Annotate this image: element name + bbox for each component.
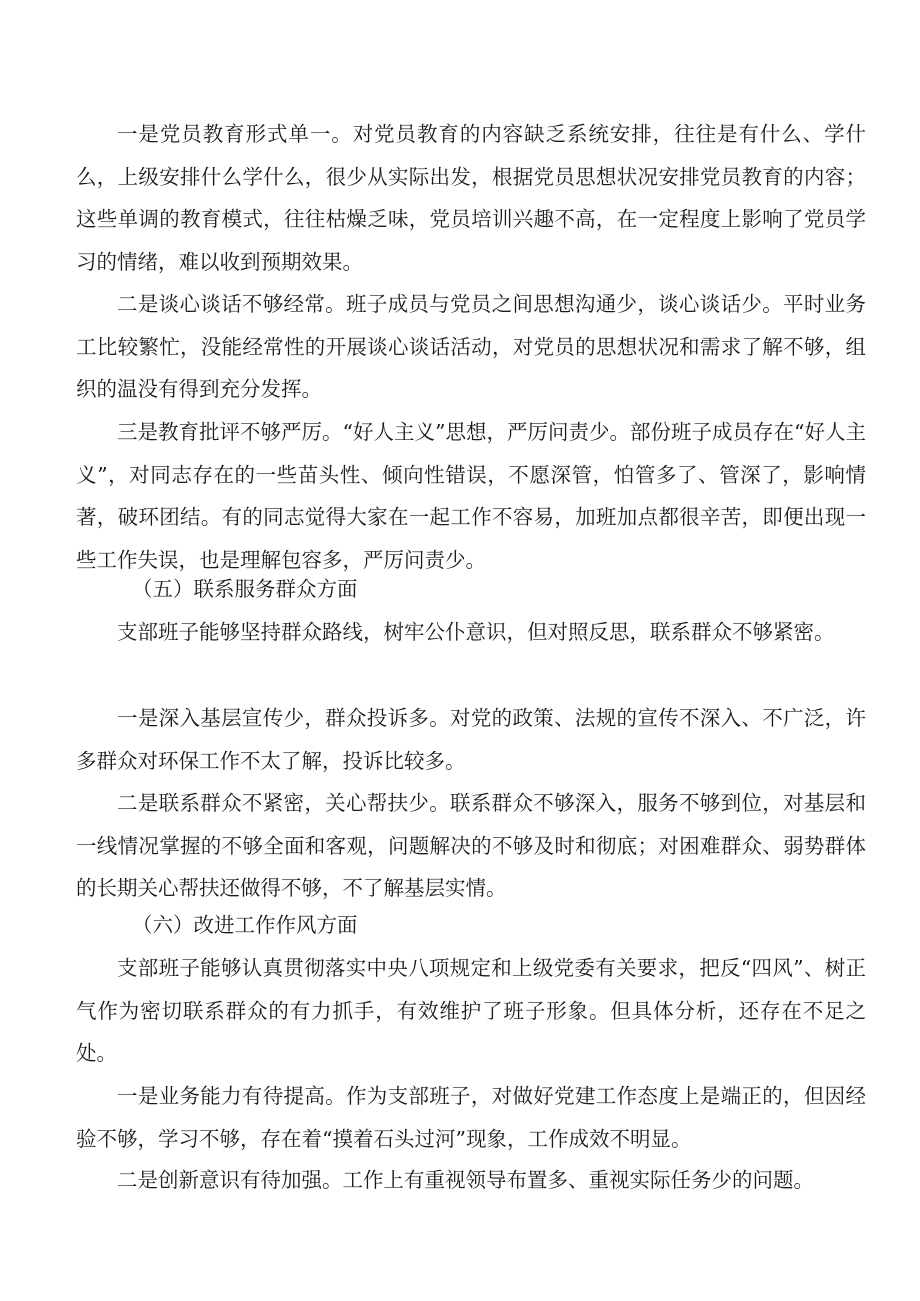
paragraph-eight-regulations: 支部班子能够认真贯彻落实中央八项规定和上级党委有关要求，把反“四风”、树正气作为密切联系群众的有力抓手，有效维护了班子形象。但具体分析，还存在不足之处。 [76, 956, 866, 1065]
paragraph-criticism-education: 三是教育批评不够严厉。“好人主义”思想，严厉问责少。部份班子成员存在“好人主义”，对同志存在的一些苗头性、倾向性错误，不愿深管，怕管多了、管深了，影响情著，破环团结。有的同志觉得大家在一起工作不容易，加班加点都很辛苦，即便出现一些工作失误，也是理解包容多，严厉问责少。 [76, 420, 866, 572]
paragraph-party-education: 一是党员教育形式单一。对党员教育的内容缺乏系统安排，往往是有什么、学什么，上级安排什么学什么，很少从实际出发，根据党员思想状况安排党员教育的内容；这些单调的教育模式，往往枯燥乏味，党员培训兴趣不高，在一定程度上影响了党员学习的情绪，难以收到预期效果。 [76, 122, 866, 274]
section-heading-5: （五）联系服务群众方面 [132, 577, 358, 601]
paragraph-business-ability: 一是业务能力有待提高。作为支部班子，对做好党建工作态度上是端正的，但因经验不够，学习不够，存在着“摸着石头过河”现象，工作成效不明显。 [76, 1084, 866, 1151]
section-heading-6: （六）改进工作作风方面 [132, 913, 358, 937]
paragraph-grassroots-publicity: 一是深入基层宣传少，群众投诉多。对党的政策、法规的宣传不深入、不广泛，许多群众对环保工作不太了解，投诉比较多。 [76, 706, 866, 773]
paragraph-heart-to-heart-talks: 二是谈心谈话不够经常。班子成员与党员之间思想沟通少，谈心谈话少。平时业务工比较繁忙，没能经常性的开展谈心谈话活动，对党员的思想状况和需求了解不够，组织的温没有得到充分发挥。 [76, 292, 866, 401]
paragraph-contact-masses: 二是联系群众不紧密，关心帮扶少。联系群众不够深入，服务不够到位，对基层和一线情况掌握的不够全面和客观，问题解决的不够及时和彻底；对困难群众、弱势群体的长期关心帮扶还做得不够，不了解基层实情。 [76, 791, 866, 900]
paragraph-mass-line: 支部班子能够坚持群众路线，树牢公仆意识，但对照反思，联系群众不够紧密。 [117, 620, 835, 644]
paragraph-innovation-awareness: 二是创新意识有待加强。工作上有重视领导布置多、重视实际任务少的问题。 [117, 1168, 814, 1192]
